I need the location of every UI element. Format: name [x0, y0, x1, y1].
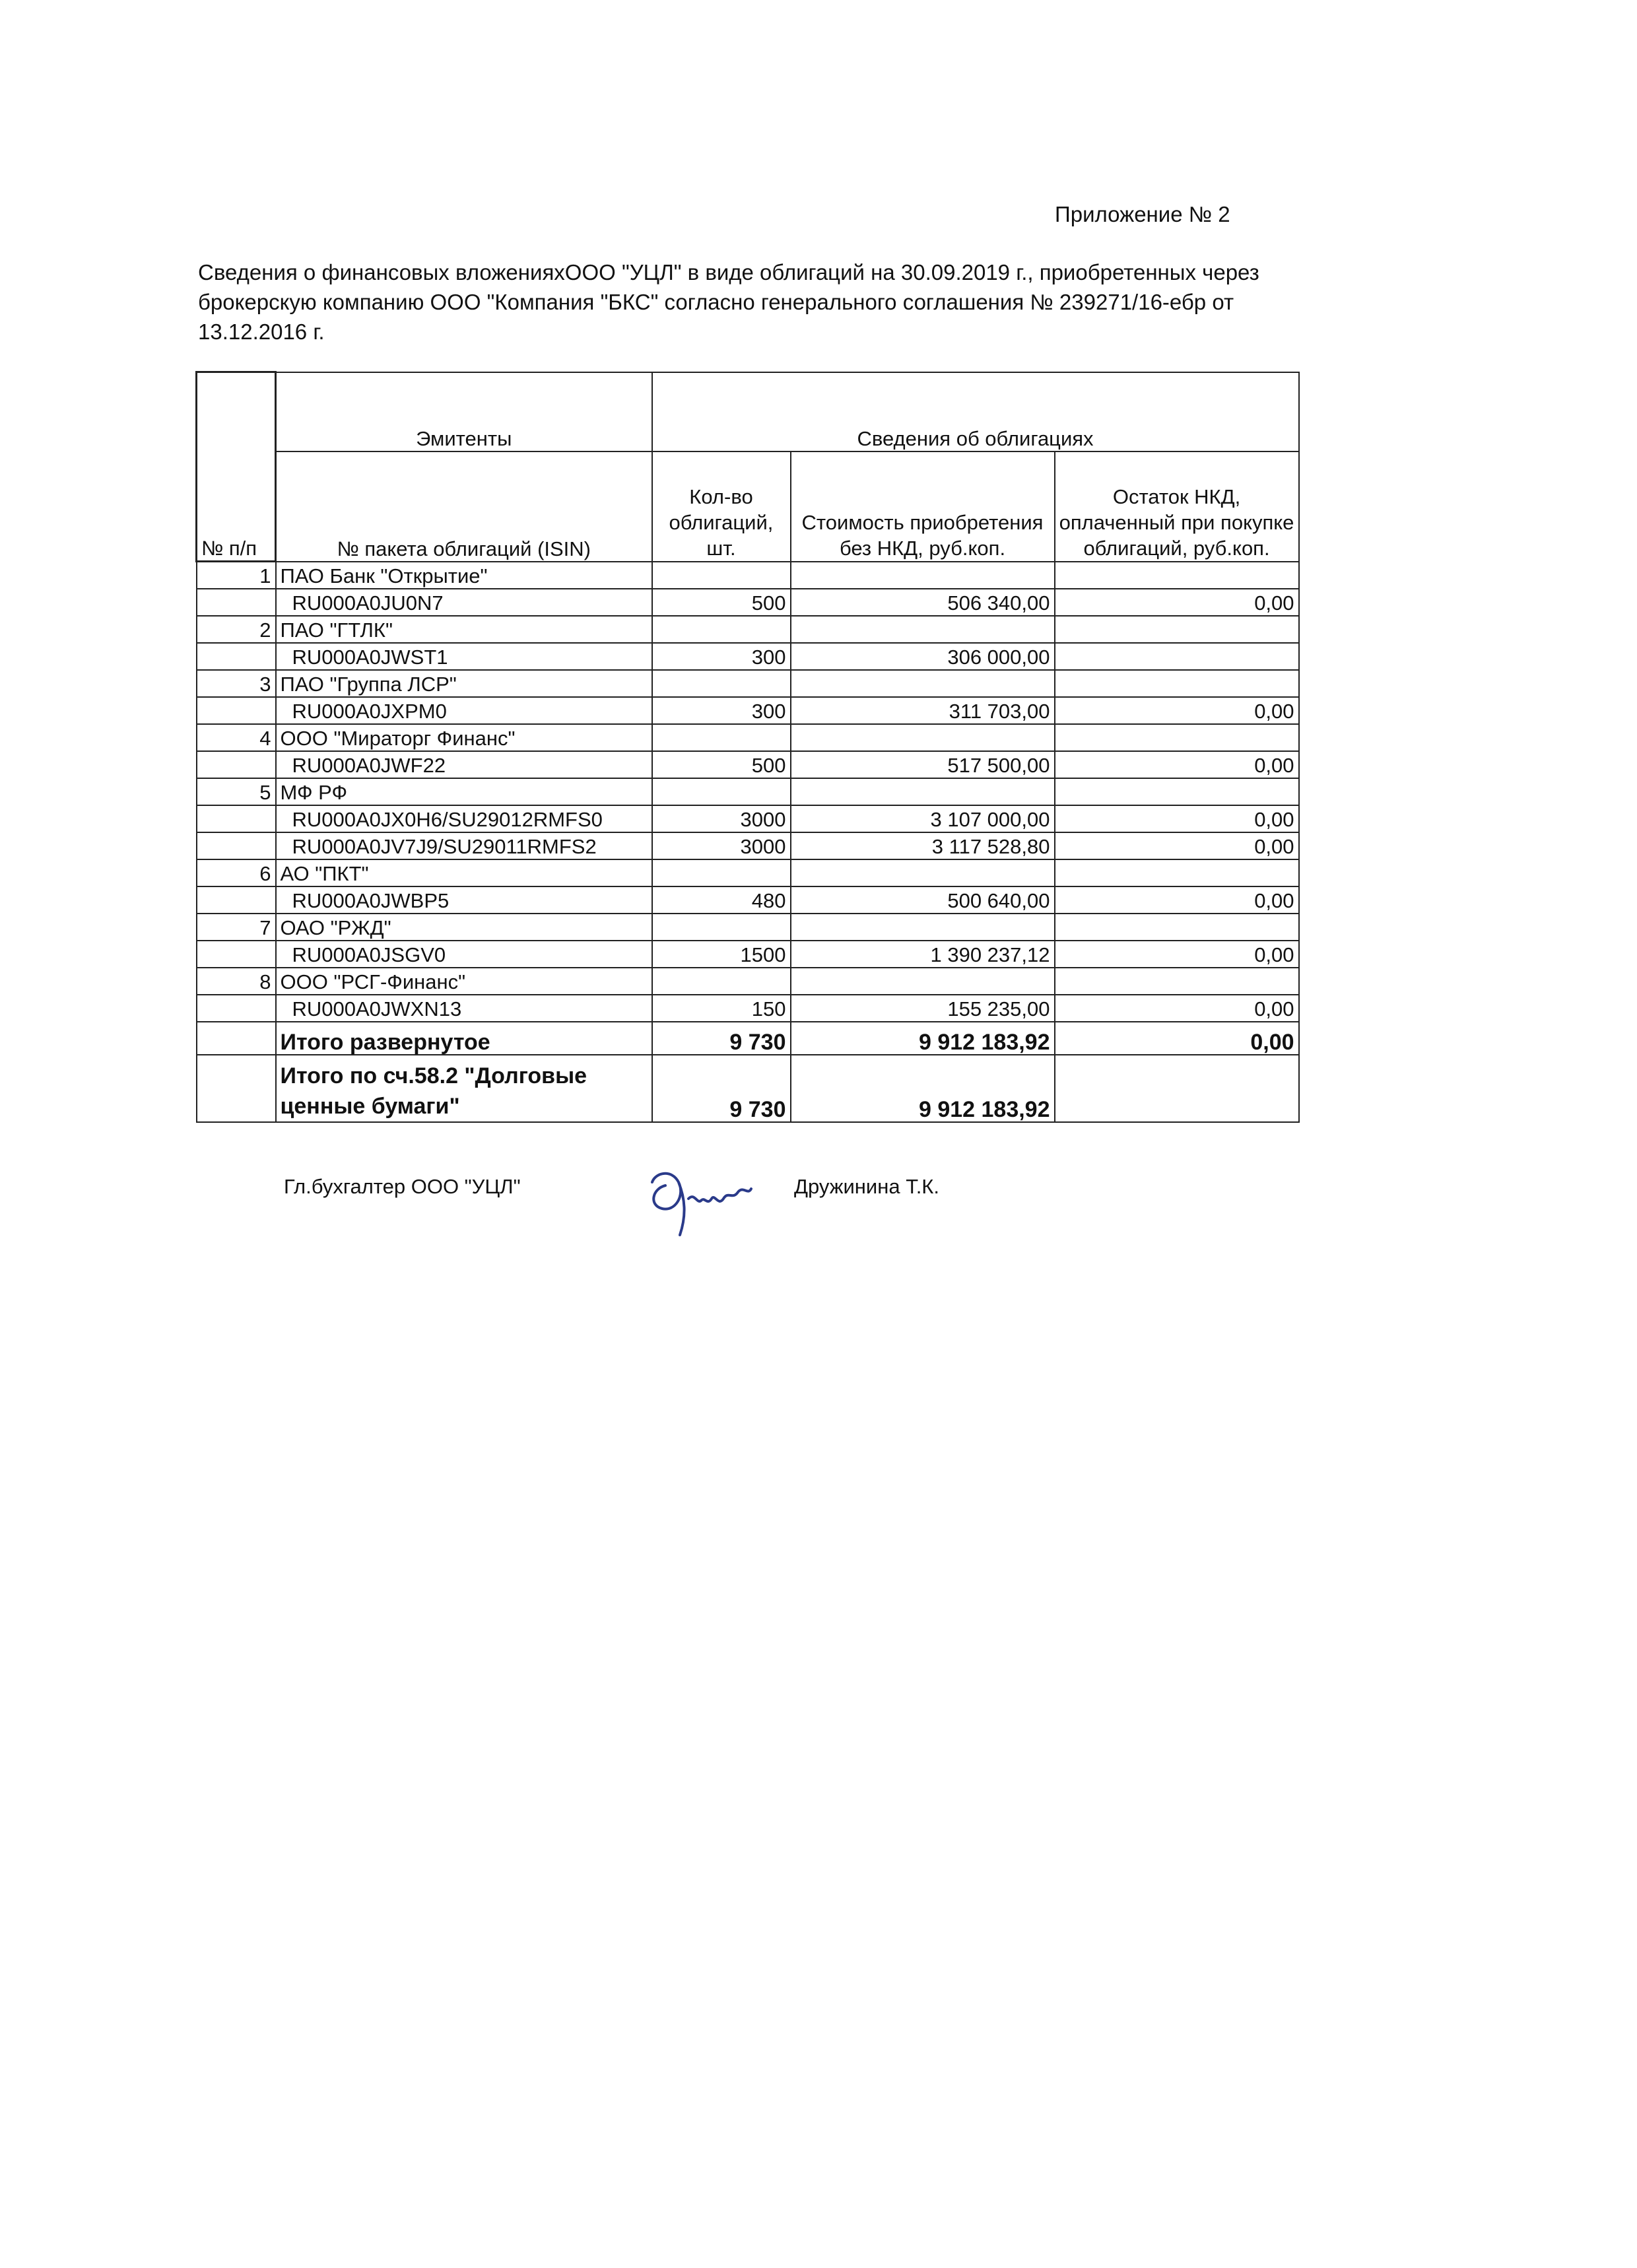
empty-cell [197, 805, 276, 832]
row-number: 7 [197, 914, 276, 941]
isin-cell: RU000A0JSGV0 [276, 941, 652, 968]
total-nkd: 0,00 [1055, 1022, 1299, 1055]
header-num: № п/п [197, 372, 276, 562]
isin-cell: RU000A0JWXN13 [276, 995, 652, 1022]
cost-cell: 155 235,00 [791, 995, 1055, 1022]
cost-cell: 500 640,00 [791, 886, 1055, 914]
issuer-name: ООО "Мираторг Финанс" [276, 724, 652, 751]
table-row [197, 751, 1299, 778]
signature-name: Дружинина Т.К. [794, 1175, 939, 1198]
nkd-cell: 0,00 [1055, 751, 1299, 778]
isin-cell: RU000A0JX0H6/SU29012RMFS0 [276, 805, 652, 832]
empty-cell [791, 859, 1055, 886]
cost-cell: 306 000,00 [791, 643, 1055, 670]
issuer-name: ПАО "ГТЛК" [276, 616, 652, 643]
empty-cell [1055, 968, 1299, 995]
cost-cell: 517 500,00 [791, 751, 1055, 778]
table-row [197, 589, 1299, 616]
annex-label: Приложение № 2 [1055, 202, 1230, 226]
total-cost: 9 912 183,92 [791, 1022, 1055, 1055]
empty-cell [791, 562, 1055, 589]
handwritten-signature [639, 1159, 778, 1245]
total-account-label: Итого по сч.58.2 "Долговые ценные бумаги" [276, 1055, 652, 1122]
row-number: 8 [197, 968, 276, 995]
empty-cell [652, 670, 791, 697]
intro-text [198, 257, 1281, 347]
isin-cell: RU000A0JU0N7 [276, 589, 652, 616]
empty-cell [1055, 1055, 1299, 1122]
empty-cell [652, 859, 791, 886]
table-row-total-account [197, 1055, 1299, 1122]
empty-cell [1055, 616, 1299, 643]
cost-cell: 1 390 237,12 [791, 941, 1055, 968]
qty-cell: 3000 [652, 805, 791, 832]
empty-cell [791, 724, 1055, 751]
table-row-issuer [197, 778, 1299, 805]
nkd-cell: 0,00 [1055, 697, 1299, 724]
row-number: 1 [197, 562, 276, 589]
isin-cell: RU000A0JXPM0 [276, 697, 652, 724]
empty-cell [1055, 670, 1299, 697]
nkd-cell: 0,00 [1055, 805, 1299, 832]
issuer-name: ПАО Банк "Открытие" [276, 562, 652, 589]
empty-cell [652, 562, 791, 589]
isin-cell: RU000A0JWF22 [276, 751, 652, 778]
row-number: 3 [197, 670, 276, 697]
empty-cell [197, 697, 276, 724]
empty-cell [1055, 778, 1299, 805]
table-row [197, 995, 1299, 1022]
empty-cell [652, 968, 791, 995]
table-row-issuer [197, 562, 1299, 589]
issuer-name: ОАО "РЖД" [276, 914, 652, 941]
row-number: 6 [197, 859, 276, 886]
empty-cell [1055, 859, 1299, 886]
table-row [197, 643, 1299, 670]
empty-cell [652, 914, 791, 941]
qty-cell: 300 [652, 643, 791, 670]
total-account-qty: 9 730 [652, 1055, 791, 1122]
empty-cell [197, 941, 276, 968]
table-row [197, 941, 1299, 968]
empty-cell [1055, 724, 1299, 751]
cost-cell: 311 703,00 [791, 697, 1055, 724]
table-row [197, 697, 1299, 724]
empty-cell [791, 778, 1055, 805]
empty-cell [197, 1022, 276, 1055]
qty-cell: 500 [652, 751, 791, 778]
cost-cell: 506 340,00 [791, 589, 1055, 616]
nkd-cell: 0,00 [1055, 886, 1299, 914]
empty-cell [197, 643, 276, 670]
empty-cell [197, 589, 276, 616]
issuer-name: АО "ПКТ" [276, 859, 652, 886]
table-row-issuer [197, 859, 1299, 886]
header-isin: № пакета облигаций (ISIN) [276, 451, 652, 562]
qty-cell: 1500 [652, 941, 791, 968]
total-label: Итого развернутое [276, 1022, 652, 1055]
header-bond-info: Сведения об облигациях [652, 372, 1299, 451]
empty-cell [652, 724, 791, 751]
issuer-name: МФ РФ [276, 778, 652, 805]
cost-cell: 3 107 000,00 [791, 805, 1055, 832]
table-row-issuer [197, 724, 1299, 751]
nkd-cell: 0,00 [1055, 832, 1299, 859]
row-number: 2 [197, 616, 276, 643]
empty-cell [791, 670, 1055, 697]
header-emitters: Эмитенты [276, 372, 652, 451]
issuer-name: ООО "РСГ-Финанс" [276, 968, 652, 995]
header-nkd: Остаток НКД, оплаченный при покупке облигаций, руб.коп. [1055, 451, 1299, 562]
empty-cell [791, 616, 1055, 643]
header-cost: Стоимость приобретения без НКД, руб.коп. [791, 451, 1055, 562]
qty-cell: 480 [652, 886, 791, 914]
issuer-name: ПАО "Группа ЛСР" [276, 670, 652, 697]
nkd-cell: 0,00 [1055, 941, 1299, 968]
isin-cell: RU000A0JV7J9/SU29011RMFS2 [276, 832, 652, 859]
signature-position: Гл.бухгалтер ООО "УЦЛ" [284, 1175, 521, 1198]
total-account-cost: 9 912 183,92 [791, 1055, 1055, 1122]
cost-cell: 3 117 528,80 [791, 832, 1055, 859]
header-qty: Кол-во облигаций, шт. [652, 451, 791, 562]
row-number: 5 [197, 778, 276, 805]
intro-line-3: 13.12.2016 г. [198, 319, 325, 344]
nkd-cell: 0,00 [1055, 589, 1299, 616]
table-row [197, 886, 1299, 914]
empty-cell [197, 995, 276, 1022]
isin-cell: RU000A0JWST1 [276, 643, 652, 670]
qty-cell: 3000 [652, 832, 791, 859]
isin-cell: RU000A0JWBP5 [276, 886, 652, 914]
table-row-total [197, 1022, 1299, 1055]
empty-cell [791, 968, 1055, 995]
nkd-cell [1055, 643, 1299, 670]
empty-cell [197, 832, 276, 859]
table-row-issuer [197, 670, 1299, 697]
row-number: 4 [197, 724, 276, 751]
empty-cell [197, 1055, 276, 1122]
intro-line-2: брокерскую компанию ООО "Компания "БКС" согласно генерального соглашения № 239271/16-ебр от [198, 290, 1234, 314]
qty-cell: 500 [652, 589, 791, 616]
empty-cell [197, 751, 276, 778]
empty-cell [197, 886, 276, 914]
table-row-issuer [197, 914, 1299, 941]
table-row [197, 805, 1299, 832]
empty-cell [652, 778, 791, 805]
qty-cell: 300 [652, 697, 791, 724]
empty-cell [1055, 914, 1299, 941]
qty-cell: 150 [652, 995, 791, 1022]
empty-cell [1055, 562, 1299, 589]
nkd-cell: 0,00 [1055, 995, 1299, 1022]
table-row-issuer [197, 968, 1299, 995]
intro-line-1: Сведения о финансовых вложенияхООО "УЦЛ" в виде облигаций на 30.09.2019 г., приобретенных через [198, 260, 1259, 284]
total-qty: 9 730 [652, 1022, 791, 1055]
bonds-table [195, 371, 1300, 1123]
table-row [197, 832, 1299, 859]
empty-cell [791, 914, 1055, 941]
table-row-issuer [197, 616, 1299, 643]
empty-cell [652, 616, 791, 643]
